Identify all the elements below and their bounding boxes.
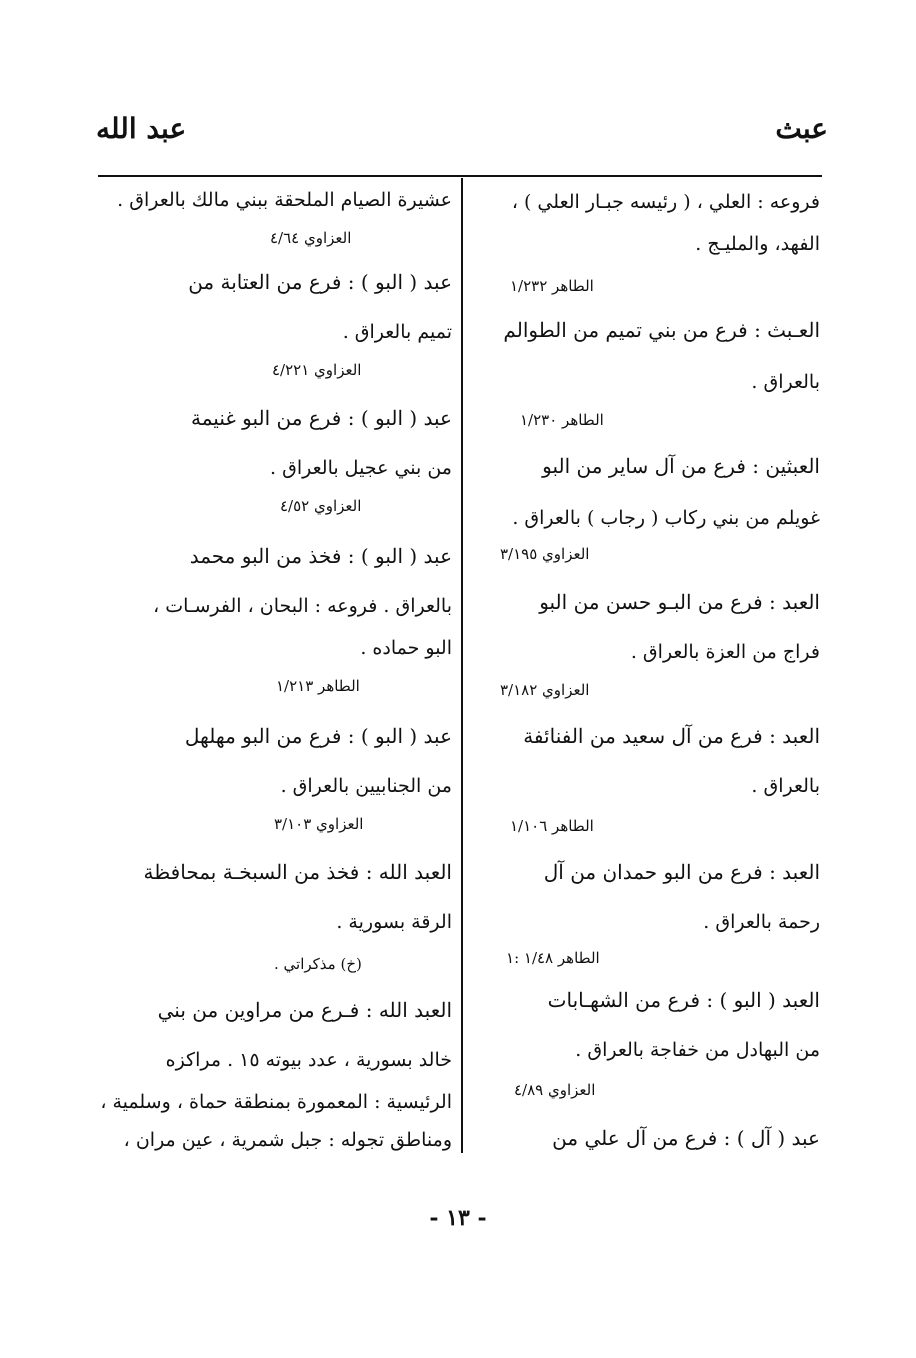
entry-line: بالعراق . فروعه : البحان ، الفرسـات ، bbox=[153, 595, 452, 617]
entry-line: من البهادل من خفاجة بالعراق . bbox=[575, 1039, 820, 1061]
entry-source: العزاوي ٤/٢٢١ bbox=[272, 361, 362, 379]
entry-line: العبثين : فرع من آل ساير من البو bbox=[542, 454, 820, 478]
header-rule bbox=[98, 175, 822, 177]
entry-line: العبد : فرع من البو حمدان من آل bbox=[543, 860, 820, 884]
entry-source: العزاوي ٣/١٩٥ bbox=[500, 545, 590, 563]
entry-line: تميم بالعراق . bbox=[342, 321, 452, 343]
entry-source: العزاوي ٤/٥٢ bbox=[280, 497, 362, 515]
entry-line: رحمة بالعراق . bbox=[703, 911, 820, 933]
entry-line: العبد الله : فـرع من مراوين من بني bbox=[157, 998, 452, 1022]
entry-source: الطاهر ١/١٠٦ bbox=[510, 817, 594, 835]
running-header-left: عبد الله bbox=[96, 112, 187, 145]
entry-line: الرئيسية : المعمورة بمنطقة حماة ، وسلمية ، bbox=[100, 1091, 452, 1113]
entry-line: بالعراق . bbox=[751, 775, 820, 797]
entry-line: غويلم من بني ركاب ( رجاب ) بالعراق . bbox=[512, 507, 820, 529]
entry-source: العزاوي ٤/٦٤ bbox=[270, 229, 352, 247]
entry-source: العزاوي ٤/٨٩ bbox=[514, 1081, 596, 1099]
entry-source: الطاهر ١/٤٨ :١ bbox=[506, 949, 600, 967]
entry-source: (خ) مذكراتي . bbox=[274, 955, 362, 973]
entry-source: الطاهر ١/٢١٣ bbox=[276, 677, 360, 695]
entry-line: بالعراق . bbox=[751, 371, 820, 393]
entry-line: عشيرة الصيام الملحقة ببني مالك بالعراق . bbox=[117, 189, 452, 211]
entry-line: عبد ( البو ) : فرع من البو غنيمة bbox=[191, 406, 452, 430]
entry-line: من الجنابيين بالعراق . bbox=[280, 775, 452, 797]
entry-line: عبد ( آل ) : فرع من آل علي من bbox=[552, 1126, 820, 1150]
entry-line: العـبث : فرع من بني تميم من الطوالم bbox=[503, 318, 820, 342]
entry-source: العزاوي ٣/١٠٣ bbox=[274, 815, 364, 833]
entry-line: من بني عجيل بالعراق . bbox=[270, 457, 452, 479]
entry-line: العبد : فرع من آل سعيد من الفنائفة bbox=[523, 724, 820, 748]
entry-line: الرقة بسورية . bbox=[336, 911, 452, 933]
running-header-right: عبث bbox=[775, 112, 828, 145]
left-column bbox=[100, 184, 452, 1154]
entry-line: ومناطق تجوله : جبل شمرية ، عين مران ، bbox=[123, 1129, 452, 1151]
entry-source: العزاوي ٣/١٨٢ bbox=[500, 681, 590, 699]
entry-source: الطاهر ١/٢٣٢ bbox=[510, 277, 594, 295]
entry-line: العبد : فرع من البـو حسن من البو bbox=[539, 590, 820, 614]
right-column bbox=[470, 184, 820, 1154]
entry-source: الطاهر ١/٢٣٠ bbox=[520, 411, 604, 429]
page-number: - ١٣ - bbox=[429, 1205, 487, 1231]
entry-line: خالد بسورية ، عدد بيوته ١٥ . مراكزه bbox=[165, 1049, 452, 1071]
entry-line: العبد ( البو ) : فرع من الشهـابات bbox=[547, 988, 820, 1012]
entry-line: العبد الله : فخذ من السبخـة بمحافظة bbox=[143, 860, 452, 884]
entry-line: الفهد، والمليـج . bbox=[695, 233, 820, 255]
entry-line: عبد ( البو ) : فرع من البو مهلهل bbox=[184, 724, 452, 748]
entry-line: عبد ( البو ) : فرع من العتابة من bbox=[188, 270, 452, 294]
entry-line: فروعه : العلي ، ( رئيسه جبـار العلي ) ، bbox=[511, 191, 820, 213]
entry-line: عبد ( البو ) : فخذ من البو محمد bbox=[189, 544, 452, 568]
entry-line: فراج من العزة بالعراق . bbox=[630, 641, 820, 663]
column-divider bbox=[461, 178, 463, 1153]
entry-line: البو حماده . bbox=[360, 637, 452, 659]
